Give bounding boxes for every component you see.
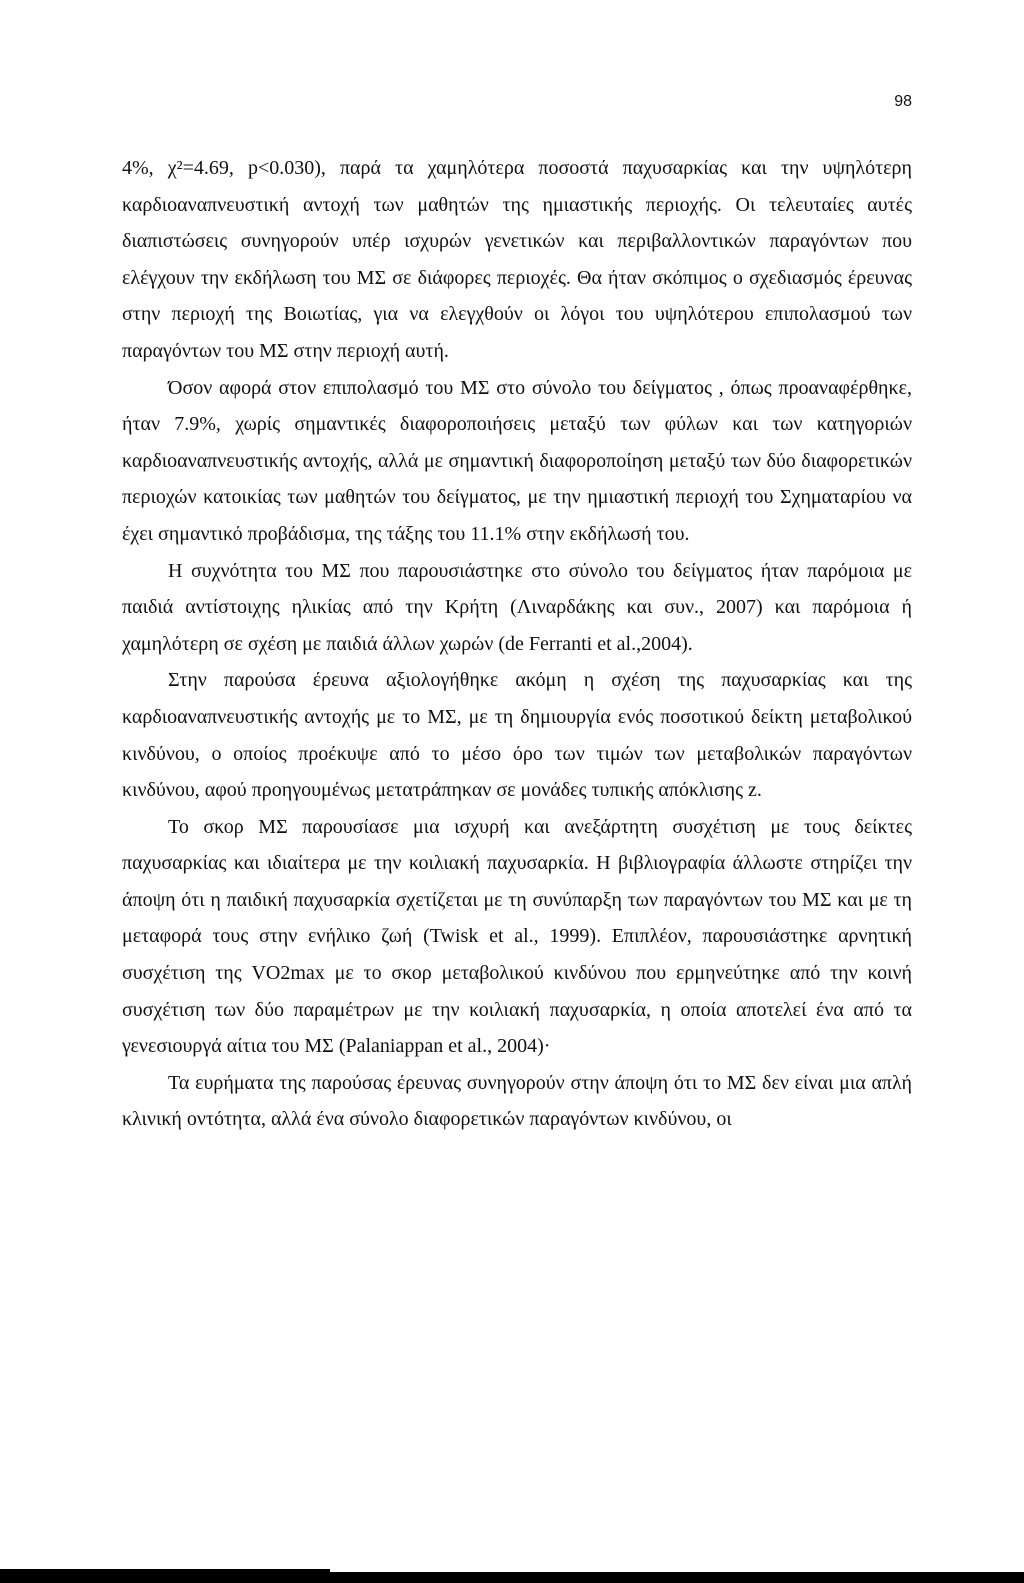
body-text [122,150,912,1138]
paragraph-1: 4%, χ²=4.69, p<0.030), παρά τα χαμηλότερα ποσοστά παχυσαρκίας και την υψηλότερη καρδιοαναπνευστική αντοχή των μαθητών της ημιαστικής περιοχής. Οι τελευταίες αυτές διαπιστώσεις συνηγορούν υπέρ ισχυρών γενετικών και περιβαλλοντικών παραγόντων που ελέγχουν την εκδήλωση του ΜΣ σε διάφορες περιοχές. Θα ήταν σκόπιμος ο σχεδιασμός έρευνας στην περιοχή της Βοιωτίας, για να ελεγχθούν οι λόγοι του υψηλότερου επιπολασμού των παραγόντων του ΜΣ στην περιοχή αυτή. [122,157,912,362]
paragraph-5: Το σκορ ΜΣ παρουσίασε μια ισχυρή και ανεξάρτητη συσχέτιση με τους δείκτες παχυσαρκίας και ιδιαίτερα με την κοιλιακή παχυσαρκία. Η βιβλιογραφία άλλωστε στηρίζει την άποψη ότι η παιδική παχυσαρκία σχετίζεται με τη συνύπαρξη των παραγόντων του ΜΣ και με τη μεταφορά τους στην ενήλικο ζωή (Twisk et al., 1999). Επιπλέον, παρουσιάστηκε αρνητική συσχέτιση της VO2max με το σκορ μεταβολικού κινδύνου που ερμηνεύτηκε από την κοινή συσχέτιση των δύο παραμέτρων με την κοιλιακή παχυσαρκία, η οποία αποτελεί ένα από τα γενεσιουργά αίτια του ΜΣ (Palaniappan et al., 2004)· [122,815,912,1058]
paragraph-4: Στην παρούσα έρευνα αξιολογήθηκε ακόμη η σχέση της παχυσαρκίας και της καρδιοαναπνευστικής αντοχής με το ΜΣ, με τη δημιουργία ενός ποσοτικού δείκτη μεταβολικού κινδύνου, ο οποίος προέκυψε από το μέσο όρο των τιμών των μεταβολικών παραγόντων κινδύνου, αφού προηγουμένως μετατράπηκαν σε μονάδες τυπικής απόκλισης z. [122,669,912,802]
paragraph-6: Τα ευρήματα της παρούσας έρευνας συνηγορούν στην άποψη ότι το ΜΣ δεν είναι μια απλή κλινική οντότητα, αλλά ένα σύνολο διαφορετικών παραγόντων κινδύνου, οι [122,1071,912,1131]
paragraph-3: Η συχνότητα του ΜΣ που παρουσιάστηκε στο σύνολο του δείγματος ήταν παρόμοια με παιδιά αντίστοιχης ηλικίας από την Κρήτη (Λιναρδάκης και συν., 2007) και παρόμοια ή χαμηλότερη σε σχέση με παιδιά άλλων χωρών (de Ferranti et al.,2004). [122,559,912,655]
page-number: 98 [894,93,912,110]
scan-edge-bar [0,1572,1024,1583]
paragraph-2: Όσον αφορά στον επιπολασμό του ΜΣ στο σύνολο του δείγματος , όπως προαναφέρθηκε, ήταν 7.9%, χωρίς σημαντικές διαφοροποιήσεις μεταξύ των φύλων και των κατηγοριών καρδιοαναπνευστικής αντοχής, αλλά με σημαντική διαφοροποίηση μεταξύ των δύο διαφορετικών περιοχών κατοικίας των μαθητών του δείγματος, με την ημιαστική περιοχή του Σχηματαρίου να έχει σημαντικό προβάδισμα, της τάξης του 11.1% στην εκδήλωσή του. [122,376,912,545]
